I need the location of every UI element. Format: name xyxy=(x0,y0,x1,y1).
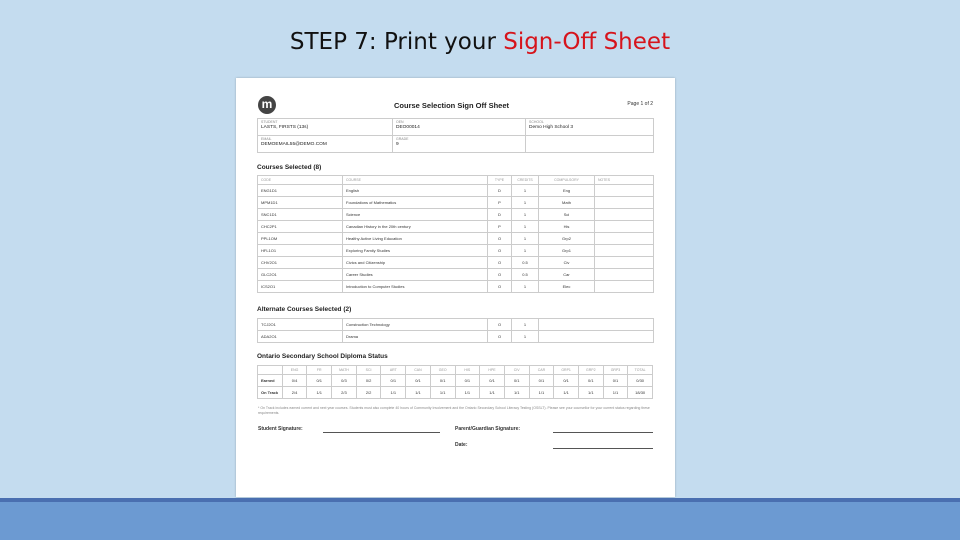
diploma-header: HIS xyxy=(455,366,480,375)
school-value: Demo High School 3 xyxy=(529,125,573,130)
course-row xyxy=(258,197,654,209)
oen-value: DEO00014 xyxy=(396,125,420,130)
diploma-cell: 2/4 xyxy=(282,387,307,399)
course-credits: 0.5 xyxy=(512,257,539,269)
course-name: Foundations of Mathematics xyxy=(343,197,488,209)
diploma-header: GRP3 xyxy=(603,366,628,375)
footer-bar xyxy=(0,502,960,540)
course-row xyxy=(258,209,654,221)
course-compulsory: Elec xyxy=(539,281,595,293)
alternates-table xyxy=(257,318,654,343)
course-name: Healthy Active Living Education xyxy=(343,233,488,245)
document-title: Course Selection Sign Off Sheet xyxy=(394,101,510,110)
course-type: O xyxy=(488,269,512,281)
footnote: * On Track includes earned current and next year courses. Students must also complete 40 hours of Community Involvement and the Ontario Secondary School Literacy Testing (OSSLT). Please see your counsellor for your current status regarding these requirements. xyxy=(258,406,650,415)
alternate-type: O xyxy=(488,331,512,343)
course-type: D xyxy=(488,185,512,197)
col-course-header: COURSE xyxy=(343,176,488,185)
course-compulsory: Car xyxy=(539,269,595,281)
oen-label: OEN xyxy=(396,120,404,124)
course-notes xyxy=(595,185,654,197)
course-compulsory: Grp1 xyxy=(539,245,595,257)
diploma-cell: 0/30 xyxy=(628,375,653,387)
course-credits: 1 xyxy=(512,221,539,233)
course-name: Exploring Family Studies xyxy=(343,245,488,257)
course-compulsory: Civ xyxy=(539,257,595,269)
slide-title xyxy=(0,29,960,55)
diploma-cell: 0/2 xyxy=(356,375,381,387)
diploma-cell: 2/3 xyxy=(332,387,357,399)
diploma-cell: 0/1 xyxy=(307,375,332,387)
course-code: CHV2O1 xyxy=(258,257,343,269)
course-name: Introduction to Computer Studies xyxy=(343,281,488,293)
diploma-cell: 18/30 xyxy=(628,387,653,399)
course-compulsory: Math xyxy=(539,197,595,209)
diploma-header: HPE xyxy=(480,366,505,375)
alternate-credits: 1 xyxy=(512,331,539,343)
diploma-header xyxy=(258,366,283,375)
diploma-header-row xyxy=(258,366,653,375)
course-notes xyxy=(595,221,654,233)
diploma-cell: 0/1 xyxy=(529,375,554,387)
diploma-header: CIV xyxy=(504,366,529,375)
diploma-header: TOTAL xyxy=(628,366,653,375)
diploma-cell: 0/1 xyxy=(603,375,628,387)
course-notes xyxy=(595,245,654,257)
alternates-heading: Alternate Courses Selected (2) xyxy=(257,306,352,313)
alternate-credits: 1 xyxy=(512,319,539,331)
course-name: Civics and Citizenship xyxy=(343,257,488,269)
col-compulsory-header: COMPULSORY xyxy=(539,176,595,185)
course-row xyxy=(258,269,654,281)
diploma-cell: 0/4 xyxy=(282,375,307,387)
course-row xyxy=(258,221,654,233)
diploma-row-label: On Track xyxy=(258,387,283,399)
alternate-empty xyxy=(539,331,654,343)
oen-cell xyxy=(393,119,526,136)
diploma-cell: 1/1 xyxy=(307,387,332,399)
alternates-table-body xyxy=(258,319,654,343)
course-code: ICS2O1 xyxy=(258,281,343,293)
course-type: D xyxy=(488,209,512,221)
course-code: SNC1D1 xyxy=(258,209,343,221)
course-code: ENG1D1 xyxy=(258,185,343,197)
diploma-cell: 0/1 xyxy=(455,375,480,387)
course-type: O xyxy=(488,257,512,269)
diploma-header: GEO xyxy=(430,366,455,375)
course-row xyxy=(258,185,654,197)
course-type: O xyxy=(488,233,512,245)
col-code-header: CODE xyxy=(258,176,343,185)
page-number: Page 1 of 2 xyxy=(627,101,653,107)
course-type: O xyxy=(488,281,512,293)
diploma-cell: 0/1 xyxy=(406,375,431,387)
diploma-cell: 0/1 xyxy=(554,375,579,387)
diploma-row xyxy=(258,375,653,387)
course-credits: 1 xyxy=(512,281,539,293)
date-line xyxy=(553,448,653,449)
diploma-header: SCI xyxy=(356,366,381,375)
courses-header-row xyxy=(258,176,654,185)
diploma-cell: 1/1 xyxy=(603,387,628,399)
course-type: P xyxy=(488,197,512,209)
course-name: Career Studies xyxy=(343,269,488,281)
diploma-cell: 1/1 xyxy=(529,387,554,399)
courses-heading: Courses Selected (8) xyxy=(257,164,322,171)
student-signature-line xyxy=(323,432,440,433)
course-compulsory: Eng xyxy=(539,185,595,197)
email-cell xyxy=(258,136,393,153)
diploma-cell: 0/3 xyxy=(332,375,357,387)
alternate-empty xyxy=(539,319,654,331)
school-cell xyxy=(526,119,654,136)
parent-signature-label: Parent/Guardian Signature: xyxy=(455,426,521,432)
diploma-header: ENG xyxy=(282,366,307,375)
course-compulsory: Grp2 xyxy=(539,233,595,245)
diploma-cell: 1/1 xyxy=(455,387,480,399)
diploma-cell: 1/1 xyxy=(430,387,455,399)
course-credits: 1 xyxy=(512,197,539,209)
course-name: Science xyxy=(343,209,488,221)
diploma-cell: 1/1 xyxy=(578,387,603,399)
diploma-cell: 0/1 xyxy=(430,375,455,387)
student-cell xyxy=(258,119,393,136)
course-name: Canadian History in the 20th century xyxy=(343,221,488,233)
course-credits: 1 xyxy=(512,245,539,257)
courses-table xyxy=(257,175,654,293)
diploma-row xyxy=(258,387,653,399)
course-notes xyxy=(595,269,654,281)
diploma-cell: 1/1 xyxy=(554,387,579,399)
diploma-header: ART xyxy=(381,366,406,375)
email-value: DEMOEMAIL55@DEMO.COM xyxy=(261,142,327,147)
course-type: P xyxy=(488,221,512,233)
student-label: STUDENT xyxy=(261,120,278,124)
slide-title-prefix: STEP 7: Print your xyxy=(289,29,504,55)
diploma-cell: 0/1 xyxy=(504,375,529,387)
diploma-header: MATH xyxy=(332,366,357,375)
diploma-cell: 0/1 xyxy=(578,375,603,387)
alternate-name: Drama xyxy=(343,331,488,343)
course-notes xyxy=(595,281,654,293)
diploma-status-table xyxy=(257,365,653,399)
diploma-heading: Ontario Secondary School Diploma Status xyxy=(257,353,388,360)
course-credits: 1 xyxy=(512,233,539,245)
course-code: GLC2O1 xyxy=(258,269,343,281)
alternate-code: TCJ2O1 xyxy=(258,319,343,331)
sign-off-sheet xyxy=(236,78,675,497)
col-notes-header: NOTES xyxy=(595,176,654,185)
student-signature-label: Student Signature: xyxy=(258,426,303,432)
course-code: HFL1O1 xyxy=(258,245,343,257)
diploma-cell: 0/1 xyxy=(381,375,406,387)
diploma-header: GRP2 xyxy=(578,366,603,375)
student-value: LASTS, FIRSTS (13s) xyxy=(261,125,309,130)
diploma-row-label: Earned xyxy=(258,375,283,387)
alternate-code: ADA2O1 xyxy=(258,331,343,343)
slide-title-accent: Sign-Off Sheet xyxy=(503,29,671,55)
alternate-name: Construction Technology xyxy=(343,319,488,331)
course-compulsory: His xyxy=(539,221,595,233)
diploma-cell: 0/1 xyxy=(480,375,505,387)
student-info-table xyxy=(257,118,654,153)
diploma-cell: 1/1 xyxy=(406,387,431,399)
course-name: English xyxy=(343,185,488,197)
course-row xyxy=(258,245,654,257)
parent-signature-line xyxy=(553,432,653,433)
diploma-cell: 1/1 xyxy=(504,387,529,399)
course-code: CHC2P1 xyxy=(258,221,343,233)
course-code: MPM1D1 xyxy=(258,197,343,209)
grade-value: 9 xyxy=(396,142,399,147)
myblueprint-logo-icon: m xyxy=(258,96,276,114)
empty-cell xyxy=(526,136,654,153)
diploma-header: CAN xyxy=(406,366,431,375)
grade-label: GRADE xyxy=(396,137,409,141)
course-row xyxy=(258,233,654,245)
course-notes xyxy=(595,197,654,209)
course-credits: 0.5 xyxy=(512,269,539,281)
course-type: O xyxy=(488,245,512,257)
alternate-row xyxy=(258,331,654,343)
grade-cell xyxy=(393,136,526,153)
course-code: PPL1OM xyxy=(258,233,343,245)
course-credits: 1 xyxy=(512,209,539,221)
diploma-cell: 1/1 xyxy=(480,387,505,399)
diploma-header: FR xyxy=(307,366,332,375)
school-label: SCHOOL xyxy=(529,120,544,124)
col-credits-header: CREDITS xyxy=(512,176,539,185)
course-notes xyxy=(595,257,654,269)
date-label: Date: xyxy=(455,442,468,448)
diploma-cell: 2/2 xyxy=(356,387,381,399)
alternate-row xyxy=(258,319,654,331)
diploma-header: CAR xyxy=(529,366,554,375)
diploma-header: GRP1 xyxy=(554,366,579,375)
email-label: EMAIL xyxy=(261,137,272,141)
course-credits: 1 xyxy=(512,185,539,197)
course-row xyxy=(258,281,654,293)
course-compulsory: Sci xyxy=(539,209,595,221)
diploma-table-body xyxy=(258,366,653,399)
diploma-cell: 1/1 xyxy=(381,387,406,399)
courses-table-body xyxy=(258,176,654,293)
alternate-type: O xyxy=(488,319,512,331)
course-notes xyxy=(595,233,654,245)
course-notes xyxy=(595,209,654,221)
col-type-header: TYPE xyxy=(488,176,512,185)
course-row xyxy=(258,257,654,269)
